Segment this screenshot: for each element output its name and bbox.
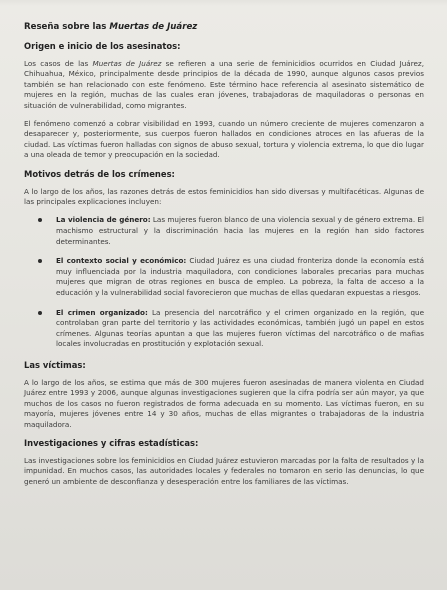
paragraph-origin-1: [24, 59, 424, 111]
list-item-term: La violencia de género:: [56, 215, 151, 225]
bullet-dot: [38, 259, 42, 263]
document-title-prefix: Reseña sobre las: [24, 22, 110, 32]
bullet-dot: [38, 311, 42, 315]
paragraph-victims: A lo largo de los años, se estima que más de 300 mujeres fueron asesinadas de manera violenta en Ciudad Juárez entre 1993 y 2006, aunque algunas investigaciones sugieren que la cifra podría ser aún mayor, ya que muchos de los casos no fueron registrados de forma adecuada en su momento. Las víctimas fueron, en su mayoría, mujeres jóvenes entre 14 y 30 años, muchas de ellas migrantes o trabajadoras de la industria maquiladora.: [24, 378, 424, 429]
origin-1-emphasis: Muertas de Juárez: [92, 59, 162, 68]
heading-victims: Las víctimas:: [24, 360, 86, 370]
paragraph-motives-intro: A lo largo de los años, las razones detrás de estos feminicidios han sido diversas y multifacéticas. Algunas de las principales explicaciones incluyen:: [24, 186, 424, 207]
paragraph-origin-2: El fenómeno comenzó a cobrar visibilidad en 1993, cuando un número creciente de mujeres comenzaron a desaparecer y, posteriormente, sus cuerpos fueron hallados en condiciones atroces en las afueras de la ciudad. Las víctimas fueron halladas con signos de abuso sexual, tortura y violencia extrema, lo que dio lugar a una oleada de temor y preocupación en la sociedad.: [24, 119, 424, 160]
heading-motives: Motivos detrás de los crímenes:: [24, 168, 175, 179]
list-item: [24, 215, 424, 247]
motives-list: [24, 215, 424, 350]
heading-statistics: Investigaciones y cifras estadísticas:: [24, 438, 199, 449]
list-item-text: Las mujeres fueron blanco de una violencia sexual y de género extrema. El machismo estructural y la discriminación hacia las mujeres en la región han sido factores determinantes.: [56, 215, 424, 246]
origin-1-rest: se refieren a una serie de feminicidios ocurridos en Ciudad Juárez, Chihuahua, México, principalmente desde principios de la década de 1990, aunque algunos casos previos también se han relacionado con este fenómeno. Este término hace referencia al asesinato sistemático de mujeres en la región, muchas de las cuales eran jóvenes, trabajadoras de maquiladoras o personas en situación de vulnerabilidad, como migrantes.: [24, 59, 424, 110]
list-item: [24, 256, 424, 298]
document-title: [24, 22, 424, 32]
origin-1-prefix: Los casos de las: [24, 59, 93, 68]
list-item-text: La presencia del narcotráfico y el crimen organizado en la región, que controlaban gran parte del territorio y las actividades económicas, también jugó un papel en estos crímenes. Algunas teorías apuntan a que las mujeres fueron víctimas del narcotráfico o de mafias locales involucradas en prostitución y explotación sexual.: [56, 307, 424, 349]
page-top-shade: [0, 0, 447, 6]
paragraph-statistics: Las investigaciones sobre los feminicidios en Ciudad Juárez estuvieron marcadas por la falta de resultados y la impunidad. En muchos casos, las autoridades locales y federales no tomaron en serio las denuncias, lo que generó un ambiente de desconfianza y desesperación entre los familiares de las víctimas.: [24, 456, 424, 486]
document-title-emphasis: Muertas de Juárez: [109, 22, 198, 32]
list-item-term: El crimen organizado:: [56, 307, 148, 317]
list-item-term: El contexto social y económico:: [56, 256, 187, 266]
document-body: [24, 22, 424, 495]
list-item: [24, 308, 424, 350]
heading-origin: Origen e inicio de los asesinatos:: [24, 41, 181, 51]
bullet-dot: [38, 218, 42, 222]
list-item-text: Ciudad Juárez es una ciudad fronteriza donde la economía está muy influenciada por la industria maquiladora, con condiciones laborales precarias para muchas mujeres que migran de otras regiones en busca de empleo. La pobreza, la falta de acceso a la educación y la vulnerabilidad social favorecieron que muchas de ellas quedaran expuestas a riesgos.: [56, 256, 424, 298]
